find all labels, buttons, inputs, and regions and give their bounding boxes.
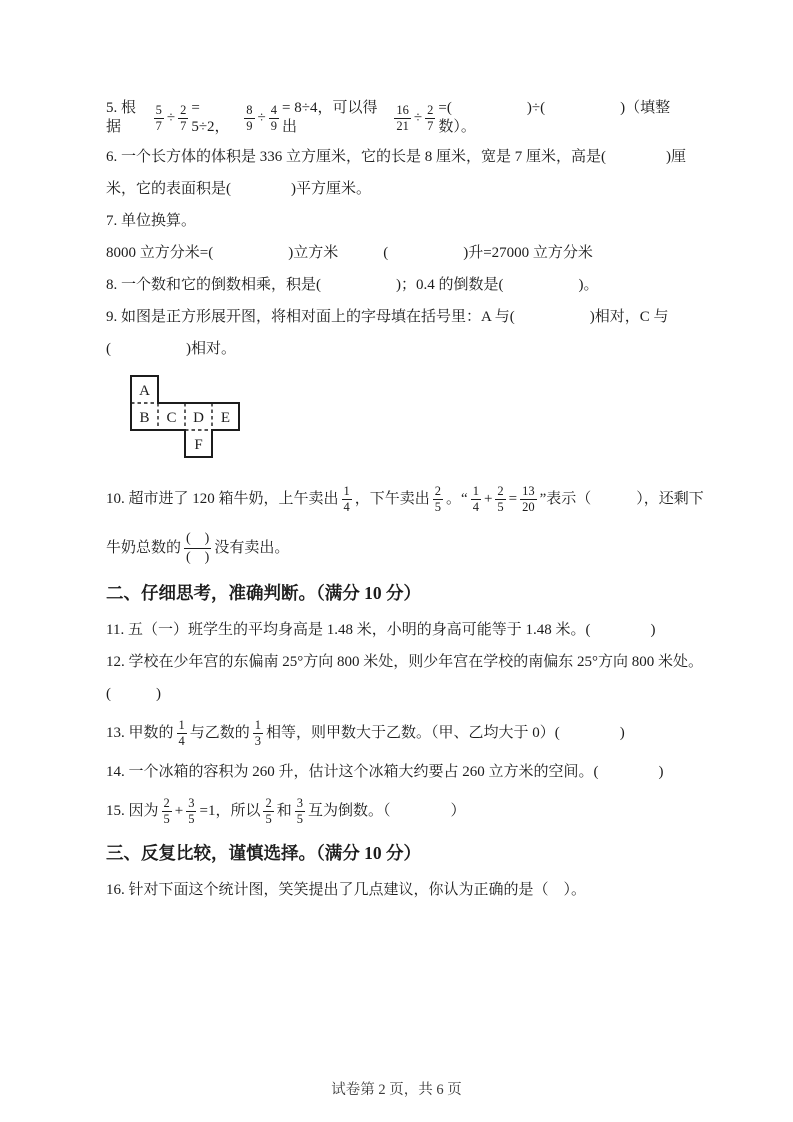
fraction-denominator: 5: [434, 499, 442, 514]
text-run: = 5÷2，: [191, 100, 230, 135]
fraction-denominator: 5: [163, 811, 170, 826]
text-run: =: [508, 490, 518, 507]
text-run: ÷: [257, 109, 266, 126]
text-run: 5. 根据: [106, 100, 137, 135]
text-run: ÷: [413, 109, 423, 126]
net-cell-label-F: F: [194, 437, 203, 453]
net-cell-label-A: A: [139, 383, 150, 399]
question-6-line-1: [106, 141, 705, 173]
text-run: +: [483, 490, 493, 507]
fraction: [177, 718, 187, 748]
text-run: ÷: [166, 109, 176, 126]
fraction-denominator: 7: [427, 118, 434, 133]
fraction-numerator: 3: [188, 796, 195, 811]
text-run: ( ): [106, 685, 161, 702]
fraction-numerator: 8: [246, 103, 253, 118]
fraction: [495, 484, 505, 514]
fraction: [154, 103, 164, 133]
fraction-numerator: 1: [178, 718, 185, 733]
cube-net-figure: [129, 374, 705, 464]
fraction: [178, 103, 188, 133]
net-cell-label-E: E: [220, 410, 231, 426]
page-footer: [0, 1078, 793, 1099]
text-run: 相等，则甲数大于乙数。（甲、乙均大于 0）( ): [266, 724, 625, 741]
text-run: =( )÷( )（填整数）。: [438, 100, 671, 135]
question-6-line-2: [106, 173, 705, 205]
fraction-numerator: ( ): [184, 530, 211, 549]
question-9-line-1: [106, 301, 705, 333]
text-run: 米，它的表面积是( )平方厘米。: [106, 180, 371, 197]
fraction-denominator: 20: [522, 499, 535, 514]
text-run: 与乙数的: [189, 724, 250, 741]
text-run: 14. 一个冰箱的容积为 260 升，估计这个冰箱大约要占 260 立方米的空间。( ): [106, 763, 664, 780]
fraction: [520, 484, 537, 514]
text-run: 10. 超市进了 120 箱牛奶，上午卖出: [106, 490, 339, 507]
fraction-numerator: 2: [427, 103, 434, 118]
net-cell-label-B: B: [139, 410, 150, 426]
fraction: [186, 796, 196, 826]
question-12-answer-blank: [106, 678, 705, 710]
text-run: 和: [276, 802, 292, 819]
fraction-denominator: 5: [188, 811, 195, 826]
question-14: [106, 756, 705, 788]
fraction-denominator: 9: [270, 118, 278, 133]
fraction-numerator: 2: [180, 103, 187, 118]
fraction: [244, 103, 254, 133]
fraction-numerator: 2: [497, 484, 504, 499]
page-footer-text: 试卷第 2 页，共 6 页: [331, 1082, 462, 1098]
text-run: =1，所以: [199, 802, 261, 819]
fraction-numerator: 13: [522, 484, 535, 499]
text-run: 互为倒数。（ ）: [307, 802, 466, 819]
text-run: 11. 五（一）班学生的平均身高是 1.48 米，小明的身高可能等于 1.48 米。( ): [106, 621, 656, 638]
fraction-denominator: 4: [178, 733, 185, 748]
text-run: 8000 立方分米=( )立方米 ( )升=27000 立方分米: [106, 244, 593, 261]
fraction: [394, 103, 411, 133]
section-3-heading: [106, 834, 705, 874]
fraction-denominator: 5: [497, 499, 504, 514]
text-run: 8. 一个数和它的倒数相乘，积是( )；0.4 的倒数是( )。: [106, 276, 599, 293]
text-run: 。“: [446, 490, 468, 507]
question-7-conversions: [106, 237, 705, 269]
question-16: [106, 874, 705, 906]
fraction-denominator: 7: [180, 118, 187, 133]
text-run: 15. 因为: [106, 802, 159, 819]
fraction: [184, 530, 211, 566]
fraction-denominator: 9: [246, 118, 253, 133]
net-cell-label-D: D: [193, 410, 204, 426]
question-8: [106, 269, 705, 301]
text-run: 二、仔细思考，准确判断。（满分 10 分）: [106, 583, 421, 604]
text-run: = 8÷4，可以得出: [282, 100, 378, 135]
fraction-denominator: 4: [343, 499, 350, 514]
question-5: [106, 95, 705, 141]
text-run: 7. 单位换算。: [106, 212, 197, 229]
fraction: [433, 484, 443, 514]
fraction-numerator: 1: [472, 484, 479, 499]
fraction-numerator: 5: [155, 103, 162, 118]
fraction-numerator: 1: [343, 484, 350, 499]
fraction-numerator: 3: [296, 796, 303, 811]
question-12: [106, 646, 705, 678]
text-run: 9. 如图是正方形展开图，将相对面上的字母填在括号里：A 与( )相对，C 与: [106, 308, 669, 325]
question-9-line-2: [106, 333, 705, 365]
text-run: 三、反复比较，谨慎选择。（满分 10 分）: [106, 843, 421, 864]
fraction: [269, 103, 279, 133]
fraction: [162, 796, 172, 826]
fraction-numerator: 16: [396, 103, 409, 118]
net-cell-label-C: C: [166, 410, 177, 426]
fraction-denominator: 3: [254, 733, 262, 748]
fraction: [263, 796, 273, 826]
text-run: 12. 学校在少年宫的东偏南 25°方向 800 米处，则少年宫在学校的南偏东 25°方向 800 米处。: [106, 653, 704, 670]
fraction-numerator: 1: [254, 718, 262, 733]
fraction: [471, 484, 481, 514]
question-10-line-1: [106, 476, 705, 522]
fraction-denominator: 7: [155, 118, 162, 133]
fraction-numerator: 2: [265, 796, 272, 811]
fraction-numerator: 2: [434, 484, 442, 499]
question-10-line-2: [106, 522, 705, 574]
text-run: ，下午卖出: [354, 490, 430, 507]
cube-net-svg: [129, 374, 241, 459]
fraction-numerator: 2: [163, 796, 170, 811]
fraction: [295, 796, 305, 826]
section-2-heading: [106, 574, 705, 614]
fraction: [425, 103, 435, 133]
fraction-denominator: 5: [296, 811, 303, 826]
question-15: [106, 788, 705, 834]
fraction-numerator: 4: [270, 103, 278, 118]
text-run: 牛奶总数的: [106, 539, 182, 556]
text-run: 没有卖出。: [214, 539, 290, 556]
text-run: 13. 甲数的: [106, 724, 174, 741]
fraction-denominator: 21: [396, 118, 409, 133]
fraction-denominator: 5: [265, 811, 272, 826]
fraction-denominator: 4: [472, 499, 479, 514]
text-run: 16. 针对下面这个统计图，笑笑提出了几点建议，你认为正确的是（ ）。: [106, 881, 587, 898]
question-7: [106, 205, 705, 237]
fraction: [342, 484, 352, 514]
fraction: [253, 718, 263, 748]
fraction-denominator: ( ): [186, 549, 210, 565]
text-run: ”表示（ ），还剩下: [539, 490, 704, 507]
question-11: [106, 614, 705, 646]
text-run: 6. 一个长方体的体积是 336 立方厘米，它的长是 8 厘米，宽是 7 厘米，高是( )厘: [106, 148, 686, 165]
question-13: [106, 710, 705, 756]
text-run: ( )相对。: [106, 340, 236, 357]
text-run: +: [174, 802, 184, 819]
